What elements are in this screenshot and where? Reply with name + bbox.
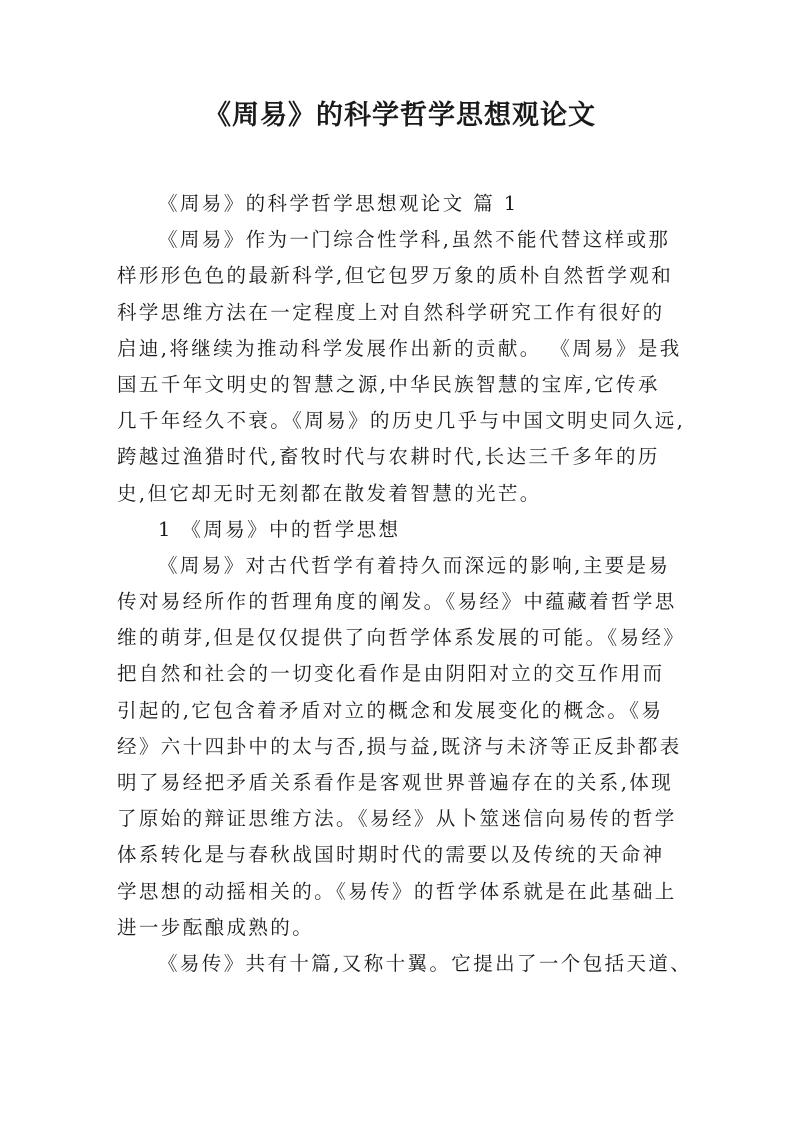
paragraph-line: 启迪,将继续为推动科学发展作出新的贡献。 《周易》是我	[117, 336, 682, 360]
paragraph-line: 体系转化是与春秋战国时期时代的需要以及传统的天命神	[117, 843, 665, 867]
section-heading: 《周易》的科学哲学思想观论文 篇 1	[158, 192, 519, 215]
page-title: 《周易》的科学哲学思想观论文	[204, 100, 596, 131]
subsection-heading: 1 《周易》中的哲学思想	[158, 517, 401, 541]
paragraph-line: 《周易》对古代哲学有着持久而深远的影响,主要是易	[158, 553, 671, 577]
paragraph-line: 引起的,它包含着矛盾对立的概念和发展变化的概念。《易	[117, 698, 664, 722]
paragraph-line: 《周易》作为一门综合性学科,虽然不能代替这样或那	[158, 228, 671, 252]
paragraph-line: 进一步酝酿成熟的。	[117, 915, 315, 939]
paragraph-line: 样形形色色的最新科学,但它包罗万象的质朴自然哲学观和	[117, 264, 674, 288]
paragraph-line: 维的萌芽,但是仅仅提供了向哲学体系发展的可能。《易经》	[117, 626, 686, 650]
paragraph-line: 跨越过渔猎时代,畜牧时代与农耕时代,长达三千多年的历	[117, 445, 660, 469]
paragraph-line: 经》六十四卦中的太与否,损与益,既济与未济等正反卦都表	[117, 734, 682, 758]
paragraph-line: 传对易经所作的哲理角度的阐发。《易经》中蕴藏着哲学思	[117, 590, 677, 614]
paragraph-line: 史,但它却无时无刻都在散发着智慧的光芒。	[117, 481, 542, 505]
paragraph-line: 《易传》共有十篇,又称十翼。它提出了一个包括天道、	[158, 951, 693, 975]
paragraph-line: 学思想的动摇相关的。《易传》的哲学体系就是在此基础上	[117, 879, 677, 903]
paragraph-line: 明了易经把矛盾关系看作是客观世界普遍存在的关系,体现	[117, 771, 674, 794]
paragraph-line: 把自然和社会的一切变化看作是由阴阳对立的交互作用而	[117, 662, 665, 686]
document-body	[117, 186, 691, 982]
paragraph-line: 了原始的辩证思维方法。《易经》从卜筮迷信向易传的哲学	[117, 807, 677, 831]
paragraph-line: 国五千年文明史的智慧之源,中华民族智慧的宝库,它传承	[117, 372, 660, 396]
paragraph-line: 科学思维方法在一定程度上对自然科学研究工作有很好的	[117, 300, 665, 324]
paragraph-line: 几千年经久不衰。《周易》的历史几乎与中国文明史同久远,	[117, 409, 686, 433]
